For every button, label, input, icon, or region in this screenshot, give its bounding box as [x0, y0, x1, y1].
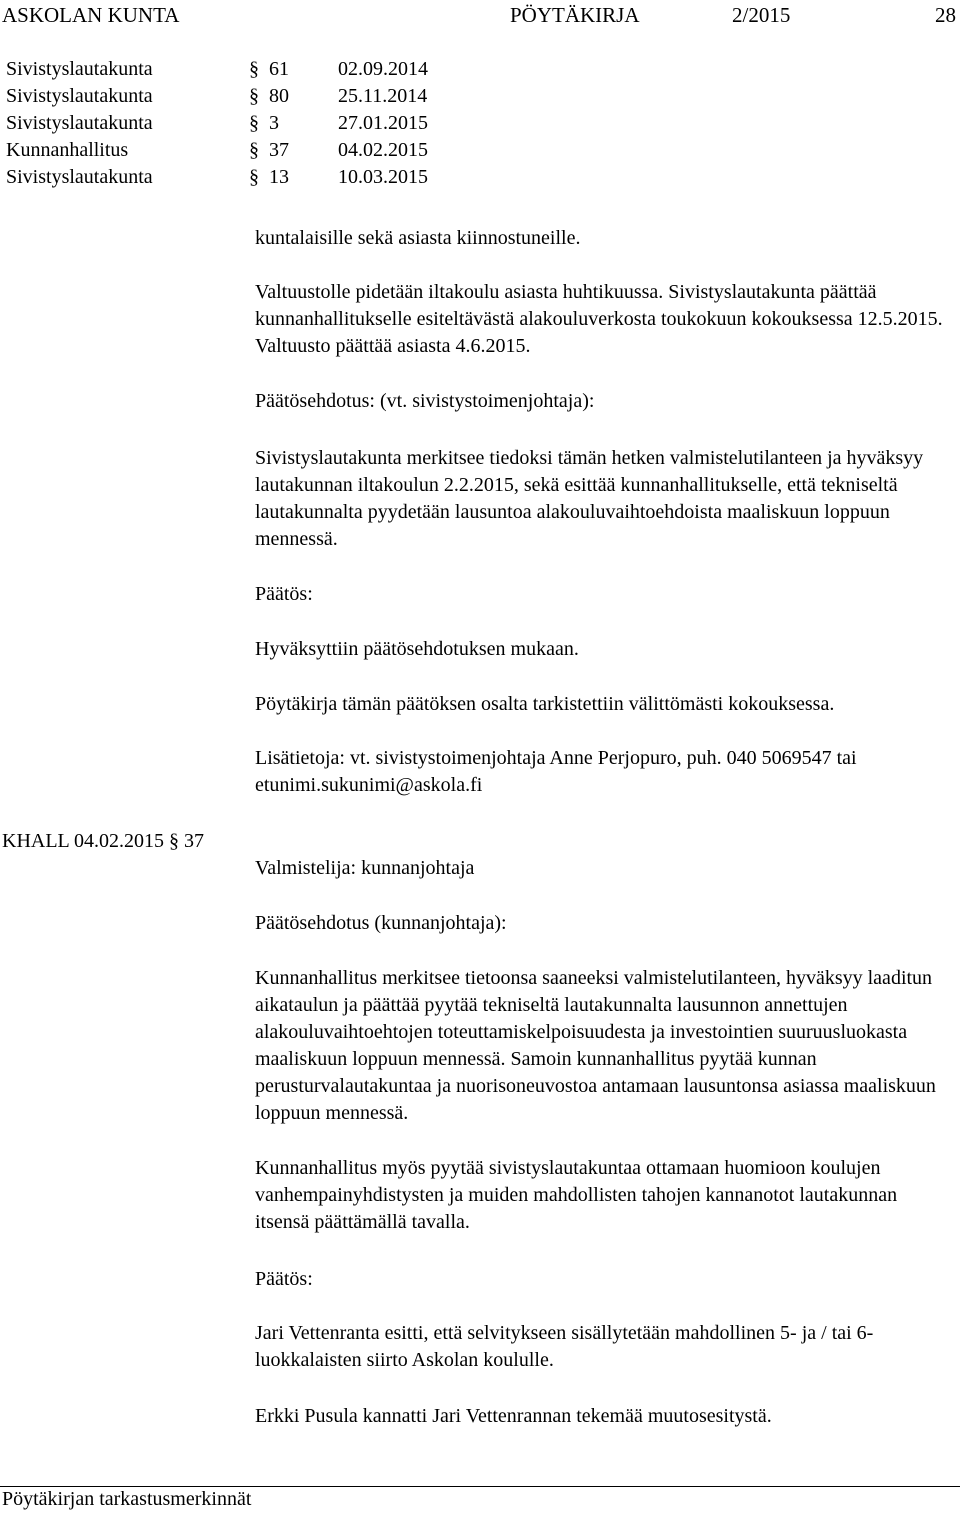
reference-body: Sivistyslautakunta: [6, 85, 153, 107]
khall-reference: KHALL 04.02.2015 § 37: [2, 830, 205, 852]
section-symbol: §: [249, 166, 259, 188]
reference-date: 25.11.2014: [338, 85, 428, 107]
reference-body: Sivistyslautakunta: [6, 166, 153, 188]
decision-label: Päätös:: [255, 583, 313, 605]
section-symbol: §: [249, 112, 259, 134]
khall-proposal-label: Päätösehdotus (kunnanjohtaja):: [255, 912, 507, 934]
contact-info: Lisätietoja: vt. sivistystoimenjohtaja Anne Perjopuro, puh. 040 5069547 tai etunimi.sukunimi@askola.fi: [255, 747, 857, 796]
khall-decision-text: Jari Vettenranta esitti, että selvitykseen sisällytetään mahdollinen 5- ja / tai 6- luokkalaisten siirto Askolan koululle.: [255, 1322, 874, 1371]
reference-number: 61: [269, 58, 289, 80]
proposal-label: Päätösehdotus: (vt. sivistystoimenjohtaja):: [255, 390, 595, 412]
reference-date: 02.09.2014: [338, 58, 428, 80]
khall-decision-text-2: Erkki Pusula kannatti Jari Vettenrannan tekemää muutosesitystä.: [255, 1405, 772, 1427]
document-type: PÖYTÄKIRJA: [510, 3, 640, 27]
reference-body: Sivistyslautakunta: [6, 112, 153, 134]
footer-label: Pöytäkirjan tarkastusmerkinnät: [2, 1488, 252, 1510]
reference-row: [6, 137, 646, 164]
reference-date: 04.02.2015: [338, 139, 428, 161]
reference-body: Kunnanhallitus: [6, 139, 129, 161]
reference-number: 37: [269, 139, 289, 161]
document-number: 2/2015: [732, 3, 791, 27]
decision-text: Hyväksyttiin päätösehdotuksen mukaan.: [255, 638, 579, 660]
page-number: 28: [935, 3, 956, 27]
reference-row: [6, 56, 646, 83]
reference-body: Sivistyslautakunta: [6, 58, 153, 80]
proposal-text: Sivistyslautakunta merkitsee tiedoksi tämän hetken valmistelutilanteen ja hyväksyy lautakunnan iltakoulun 2.2.2015, sekä esittää kunnanhallitukselle, että tekniseltä lautakunnalta pyydetään lausuntoa alakouluvaihtoehdoista maaliskuun loppuun mennessä.: [255, 447, 924, 550]
section-symbol: §: [249, 139, 259, 161]
reference-row: [6, 83, 646, 110]
khall-proposal-text: Kunnanhallitus merkitsee tietoonsa saaneeksi valmistelutilanteen, hyväksyy laaditun aikataulun ja päättää pyytää tekniseltä lautakunnalta lausunnon annettujen alakouluvaihtoehtojen toteuttamiskelpoisuudesta ja investointien suuruusluokasta maaliskuun loppuun mennessä. Samoin kunnanhallitus pyytää kunnan perusturvalautakuntaa ja nuorisoneuvostoa antamaan lausuntonsa asiassa maaliskuun loppuun mennessä.: [255, 967, 936, 1124]
section-symbol: §: [249, 58, 259, 80]
municipality-name: ASKOLAN KUNTA: [2, 3, 180, 27]
reference-number: 13: [269, 166, 289, 188]
minutes-check-note: Pöytäkirja tämän päätöksen osalta tarkistettiin välittömästi kokouksessa.: [255, 693, 835, 715]
continuation-text: kuntalaisille sekä asiasta kiinnostuneille.: [255, 227, 581, 249]
reference-row: [6, 164, 646, 191]
khall-decision-label: Päätös:: [255, 1268, 313, 1290]
reference-number: 3: [269, 112, 279, 134]
reference-date: 27.01.2015: [338, 112, 428, 134]
preparer-line: Valmistelija: kunnanjohtaja: [255, 857, 475, 879]
info-paragraph: Valtuustolle pidetään iltakoulu asiasta huhtikuussa. Sivistyslautakunta päättää kunnanhallitukselle esiteltävästä alakouluverkosta toukokuun kokouksessa 12.5.2015. Valtuusto päättää asiasta 4.6.2015.: [255, 281, 943, 357]
reference-row: [6, 110, 646, 137]
reference-date: 10.03.2015: [338, 166, 428, 188]
khall-proposal-text-2: Kunnanhallitus myös pyytää sivistyslautakuntaa ottamaan huomioon koulujen vanhempainyhdistysten ja muiden mahdollisten tahojen kannanotot lautakunnan itsensä päättämällä tavalla.: [255, 1157, 898, 1233]
section-symbol: §: [249, 85, 259, 107]
reference-list: [6, 56, 646, 191]
reference-number: 80: [269, 85, 289, 107]
